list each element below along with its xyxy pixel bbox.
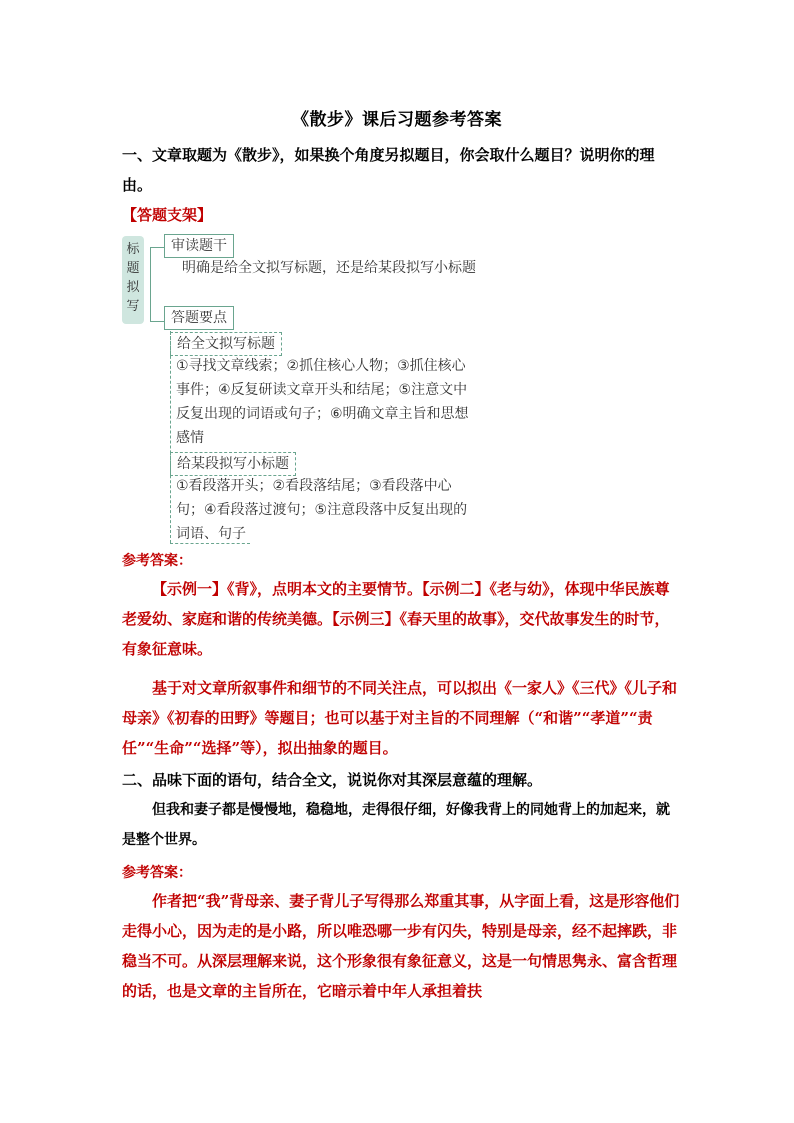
- box-review-question-text: 明确是给全文拟写标题，还是给某段拟写小标题: [182, 260, 476, 276]
- quoted-sentence: 但我和妻子都是慢慢地，稳稳地，走得很仔细，好像我背上的同她背上的加起来，就是整个世界。: [122, 802, 670, 848]
- question-1: 一、文章取题为《散步》，如果换个角度另拟题目，你会取什么题目？说明你的理由。: [122, 146, 655, 194]
- answer-2: 基于对文章所叙事件和细节的不同关注点，可以拟出《一家人》《三代》《儿子和母亲》《初春的田野》等题目；也可以基于对主旨的不同理解（“和谐”“孝道”“责任”“生命”“选择”等），拟出抽象的题目。: [122, 679, 678, 757]
- box-section-title-text: ①看段落开头；②看段落结尾；③看段落中心句；④看段落过渡句；⑤注意段落中反复出现的词语、句子: [176, 478, 468, 542]
- box-review-question: 审读题干: [164, 234, 234, 258]
- answer-framework-diagram: [122, 234, 482, 546]
- page-title: 《散步》课后习题参考答案: [292, 110, 502, 130]
- connector-line: [170, 331, 171, 543]
- answer-3: 作者把“我”背母亲、妻子背儿子写得那么郑重其事，从字面上看，这是形容他们走得小心，因为走的是小路，所以唯恐哪一步有闪失，特别是母亲，经不起摔跌，非稳当不可。从深层理解来说，这个形象很有象征意义，这是一句情思隽永、富含哲理的话，也是文章的主旨所在，它暗示着中年人承担着扶: [122, 892, 680, 1000]
- box-answer-points: 答题要点: [164, 306, 234, 330]
- diagram-category-label: 标题拟写: [122, 236, 144, 324]
- question-2: 二、品味下面的语句，结合全文，说说你对其深层意蕴的理解。: [122, 771, 543, 789]
- framework-label: 【答题支架】: [122, 206, 213, 224]
- box-full-title-text: ①寻找文章线索；②抓住核心人物；③抓住核心事件；④反复研读文章开头和结尾；⑤注意文中反复出现的词语或句子；⑥明确文章主旨和思想感情: [176, 358, 469, 446]
- box-full-title: 给全文拟写标题: [170, 332, 282, 356]
- reference-answer-label: 参考答案：: [122, 865, 192, 881]
- reference-answer-label: 参考答案：: [122, 553, 192, 569]
- connector-line: [150, 247, 151, 321]
- connector-line: [150, 247, 164, 248]
- box-section-title: 给某段拟写小标题: [170, 452, 296, 476]
- answer-1: 【示例一】《背》，点明本文的主要情节。【示例二】《老与幼》，体现中华民族尊老爱幼、家庭和谐的传统美德。【示例三】《春天里的故事》，交代故事发生的时节，有象征意味。: [122, 580, 670, 658]
- connector-line: [150, 321, 164, 322]
